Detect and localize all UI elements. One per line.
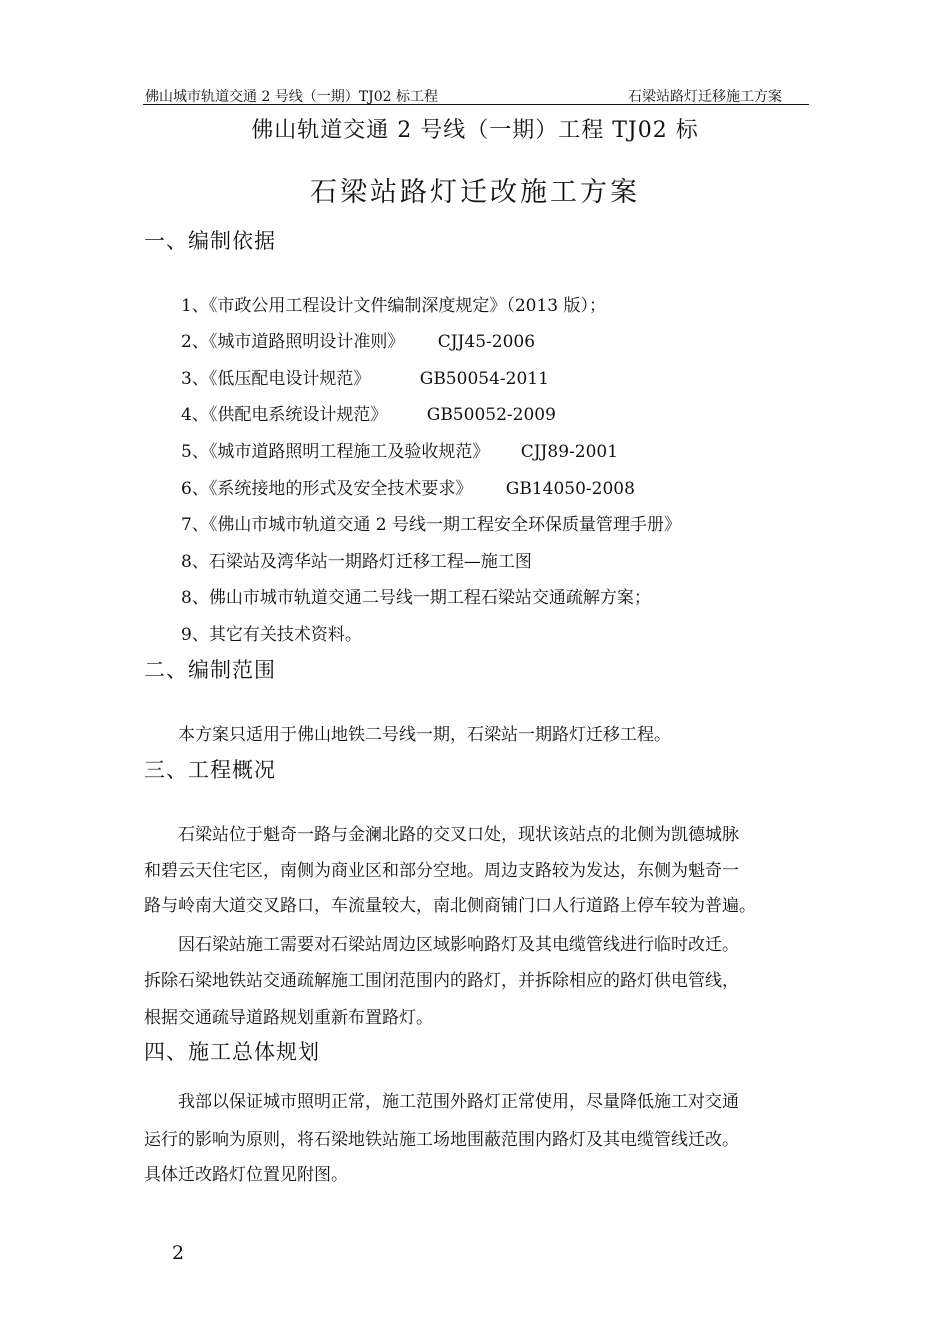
paragraph-line: 拆除石梁地铁站交通疏解施工围闭范围内的路灯，并拆除相应的路灯供电管线，	[144, 971, 739, 991]
section-heading-plan: 四、施工总体规划	[144, 1040, 320, 1064]
page-header-left: 佛山城市轨道交通 2 号线（一期）TJ02 标工程	[145, 89, 439, 105]
reference-title: 6、《系统接地的形式及安全技术要求》	[181, 479, 473, 499]
section-heading-scope: 二、编制范围	[144, 658, 276, 682]
document-title: 佛山轨道交通 2 号线（一期）工程 TJ02 标	[251, 118, 699, 143]
page-number: 2	[172, 1242, 185, 1264]
reference-title: 8、石梁站及湾华站一期路灯迁移工程—施工图	[181, 552, 532, 572]
reference-title: 9、其它有关技术资料。	[181, 625, 362, 645]
reference-item	[181, 327, 535, 352]
reference-code: GB50054-2011	[419, 369, 549, 389]
reference-item	[181, 547, 532, 572]
reference-code: GB14050-2008	[505, 479, 635, 499]
paragraph-line: 因石梁站施工需要对石梁站周边区域影响路灯及其电缆管线进行临时改迁。	[144, 935, 739, 955]
reference-code: CJJ89-2001	[520, 442, 619, 462]
paragraph-line: 本方案只适用于佛山地铁二号线一期，石梁站一期路灯迁移工程。	[144, 725, 671, 745]
paragraph-line: 路与岭南大道交叉路口，车流量较大，南北侧商铺门口人行道路上停车较为普遍。	[144, 896, 756, 916]
section-heading-overview: 三、工程概况	[144, 758, 276, 782]
reference-code: GB50052-2009	[426, 405, 556, 425]
reference-item	[181, 474, 635, 499]
reference-item	[181, 364, 549, 389]
paragraph-line: 具体迁改路灯位置见附图。	[144, 1165, 348, 1185]
reference-title: 5、《城市道路照明工程施工及验收规范》	[181, 442, 490, 462]
document-subtitle: 石梁站路灯迁改施工方案	[310, 177, 640, 208]
paragraph-line: 根据交通疏导道路规划重新布置路灯。	[144, 1008, 433, 1028]
paragraph-line: 我部以保证城市照明正常，施工范围外路灯正常使用，尽量降低施工对交通	[144, 1092, 739, 1112]
reference-title: 4、《供配电系统设计规范》	[181, 405, 388, 425]
reference-item	[181, 510, 681, 535]
page-header-right: 石梁站路灯迁移施工方案	[628, 89, 782, 105]
reference-title: 3、《低压配电设计规范》	[181, 369, 371, 389]
reference-item	[181, 437, 618, 462]
reference-item	[181, 291, 606, 316]
reference-item	[181, 620, 362, 645]
reference-item	[181, 400, 556, 425]
section-heading-basis: 一、编制依据	[144, 229, 276, 253]
reference-item	[181, 583, 651, 608]
paragraph-line: 运行的影响为原则，将石梁地铁站施工场地围蔽范围内路灯及其电缆管线迁改。	[144, 1130, 739, 1150]
paragraph-line: 和碧云天住宅区，南侧为商业区和部分空地。周边支路较为发达，东侧为魁奇一	[144, 861, 739, 881]
reference-title: 2、《城市道路照明设计准则》	[181, 332, 405, 352]
header-rule	[143, 104, 809, 105]
paragraph-line: 石梁站位于魁奇一路与金澜北路的交叉口处，现状该站点的北侧为凯德城脉	[144, 825, 739, 845]
reference-title: 8、佛山市城市轨道交通二号线一期工程石梁站交通疏解方案；	[181, 588, 651, 608]
reference-code: CJJ45-2006	[437, 332, 536, 352]
reference-title: 7、《佛山市城市轨道交通 2 号线一期工程安全环保质量管理手册》	[181, 515, 681, 535]
reference-title: 1、《市政公用工程设计文件编制深度规定》（2013 版）；	[181, 296, 606, 316]
